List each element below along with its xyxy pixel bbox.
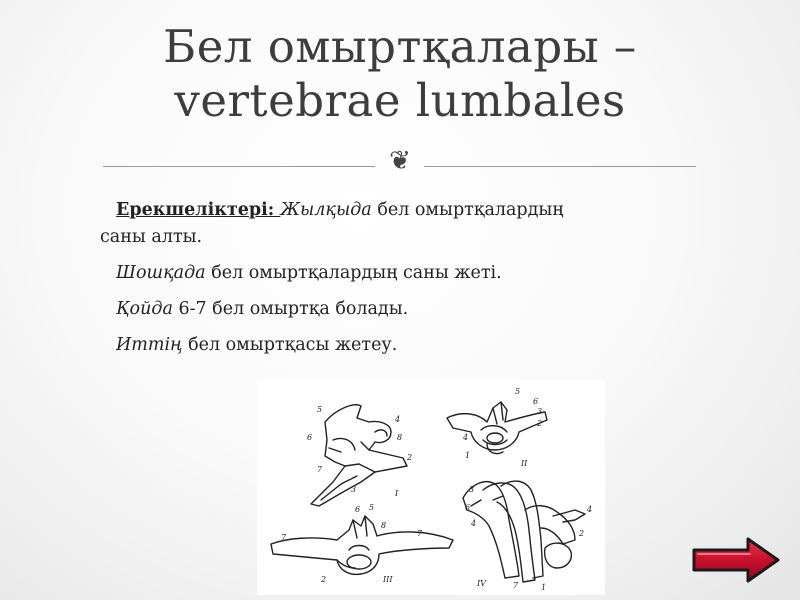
- animal-name: Жылқыда: [280, 200, 372, 220]
- part-number: 4: [471, 519, 477, 528]
- bullet-text: 6-7 бел омыртқа болады.: [172, 299, 409, 319]
- panel-label-2: II: [521, 459, 528, 468]
- part-number: 2: [321, 575, 327, 584]
- next-slide-button[interactable]: [690, 536, 782, 584]
- part-number: 2: [407, 453, 413, 462]
- part-number: 6: [307, 433, 313, 442]
- list-item: [66, 296, 746, 323]
- part-number: 3: [537, 407, 543, 416]
- part-number: 7: [317, 465, 323, 474]
- part-number: 5: [317, 405, 323, 414]
- part-number: 6: [355, 505, 361, 514]
- part-number: 7: [281, 533, 287, 542]
- slide-title: [60, 20, 740, 128]
- part-number: 8: [397, 433, 403, 442]
- divider-right: [424, 166, 696, 167]
- part-number: 4: [463, 433, 469, 442]
- bullet-list: [66, 197, 746, 368]
- part-number: 2: [579, 529, 585, 538]
- part-number: 6: [533, 397, 539, 406]
- animal-name: Шошқада: [116, 263, 206, 283]
- part-number: 5: [369, 503, 375, 512]
- part-number: 3: [351, 485, 357, 494]
- title-line-2: vertebrae lumbales: [174, 74, 626, 127]
- title-line-1: Бел омыртқалары –: [163, 20, 637, 73]
- vertebra-panel-1: [311, 405, 407, 506]
- part-number: 4: [587, 505, 593, 514]
- part-number: 2: [537, 419, 543, 428]
- vertebra-panel-2: [447, 402, 547, 454]
- panel-label-4: IV: [477, 579, 486, 588]
- vertebrae-drawing: [257, 380, 605, 595]
- bullet-text-continuation: саны алты.: [100, 227, 203, 247]
- animal-name: Қойда: [116, 299, 173, 319]
- divider-left: [103, 166, 375, 167]
- vertebrae-illustration: [257, 380, 605, 595]
- part-number: 8: [381, 521, 387, 530]
- panel-label-3: III: [383, 575, 393, 584]
- list-item: [66, 260, 746, 287]
- list-item: [66, 197, 746, 251]
- part-number: 6: [465, 503, 471, 512]
- vertebra-panel-3: [271, 516, 453, 574]
- panel-label-1: I: [395, 489, 399, 498]
- part-number: 1: [465, 451, 471, 460]
- part-number: 5: [515, 387, 521, 396]
- part-number: 3: [469, 485, 475, 494]
- part-number: 1: [541, 583, 547, 592]
- part-number: 7: [417, 529, 423, 538]
- bullet-text: бел омыртқалардың: [371, 200, 564, 220]
- animal-name: Иттің: [116, 335, 183, 355]
- bullet-text: бел омыртқалардың саны жеті.: [205, 263, 502, 283]
- part-number: 4: [395, 415, 401, 424]
- fleuron-icon: ❦: [389, 146, 411, 176]
- part-number: 7: [513, 581, 519, 590]
- vertebra-panel-4: [463, 481, 585, 582]
- arrow-right-icon: [690, 536, 782, 584]
- features-label: Ерекшеліктері:: [116, 200, 281, 220]
- bullet-text: бел омыртқасы жетеу.: [182, 335, 398, 355]
- list-item: [66, 332, 746, 359]
